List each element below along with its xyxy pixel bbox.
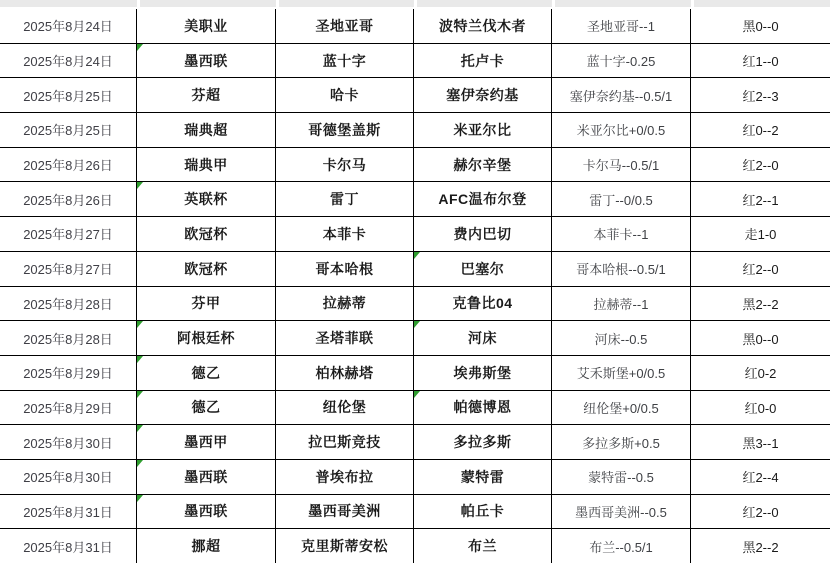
handicap-cell[interactable] xyxy=(552,182,691,216)
handicap-line: 蓝十字-0.25 xyxy=(586,54,656,70)
home-team-name: 卡尔马 xyxy=(322,156,367,173)
match-date: 2025年8月25日 xyxy=(23,88,113,104)
match-date: 2025年8月30日 xyxy=(23,435,113,451)
header-strip-cell xyxy=(276,0,414,7)
table-row xyxy=(0,321,830,356)
league-name: 阿根廷杯 xyxy=(177,330,235,347)
match-result: 黑3--1 xyxy=(742,435,779,451)
date-cell[interactable] xyxy=(0,113,137,147)
result-cell[interactable] xyxy=(691,460,830,494)
home-team-cell[interactable] xyxy=(276,356,414,390)
away-team-name: 波特兰伐木者 xyxy=(439,17,526,34)
home-team-cell[interactable] xyxy=(276,252,414,286)
home-team-cell[interactable] xyxy=(276,44,414,78)
match-date: 2025年8月24日 xyxy=(23,19,113,35)
match-date: 2025年8月30日 xyxy=(23,470,113,486)
result-cell[interactable] xyxy=(691,287,830,321)
green-corner-flag-icon xyxy=(137,182,143,189)
header-strip-cell xyxy=(137,0,276,7)
home-team-cell[interactable] xyxy=(276,391,414,425)
league-cell[interactable] xyxy=(137,425,276,459)
date-cell[interactable] xyxy=(0,9,137,43)
home-team-name: 普埃布拉 xyxy=(315,468,374,485)
result-cell[interactable] xyxy=(691,78,830,112)
result-cell[interactable] xyxy=(691,252,830,286)
match-result: 红2--0 xyxy=(742,262,779,278)
home-team-name: 哥本哈根 xyxy=(315,260,374,277)
date-cell[interactable] xyxy=(0,425,137,459)
handicap-line: 墨西哥美洲--0.5 xyxy=(575,504,667,520)
home-team-cell[interactable] xyxy=(276,425,414,459)
handicap-line: 本菲卡--1 xyxy=(593,227,649,243)
match-result: 红1--0 xyxy=(742,54,779,70)
handicap-cell[interactable] xyxy=(552,425,691,459)
handicap-cell[interactable] xyxy=(552,252,691,286)
matches-table xyxy=(0,9,830,563)
league-name: 瑞典超 xyxy=(184,121,228,138)
match-result: 红2--0 xyxy=(742,158,779,174)
match-result: 红2--0 xyxy=(742,504,779,520)
league-cell[interactable] xyxy=(137,495,276,529)
green-corner-flag-icon xyxy=(137,460,143,467)
home-team-cell[interactable] xyxy=(276,113,414,147)
away-team-cell[interactable] xyxy=(414,391,552,425)
league-cell[interactable] xyxy=(137,9,276,43)
handicap-cell[interactable] xyxy=(552,148,691,182)
match-date: 2025年8月25日 xyxy=(23,123,113,139)
league-name: 欧冠杯 xyxy=(184,225,228,242)
away-team-cell[interactable] xyxy=(414,529,552,563)
header-strip xyxy=(0,0,830,7)
league-name: 德乙 xyxy=(191,399,221,416)
match-date: 2025年8月28日 xyxy=(23,331,113,347)
match-result: 黑0--0 xyxy=(742,331,779,347)
away-team-cell[interactable] xyxy=(414,252,552,286)
result-cell[interactable] xyxy=(691,529,830,563)
handicap-line: 河床--0.5 xyxy=(594,331,648,347)
header-strip-cell xyxy=(414,0,552,7)
away-team-cell[interactable] xyxy=(414,182,552,216)
match-date: 2025年8月29日 xyxy=(23,400,113,416)
table-row xyxy=(0,148,830,183)
away-team-name: 米亚尔比 xyxy=(453,121,512,138)
green-corner-flag-icon xyxy=(137,391,143,398)
league-cell[interactable] xyxy=(137,44,276,78)
handicap-line: 雷丁--0/0.5 xyxy=(589,192,653,208)
date-cell[interactable] xyxy=(0,182,137,216)
league-name: 挪超 xyxy=(191,538,221,555)
match-date: 2025年8月27日 xyxy=(23,262,113,278)
handicap-line: 多拉多斯+0.5 xyxy=(582,435,660,451)
match-date: 2025年8月31日 xyxy=(23,539,113,555)
away-team-name: 费内巴切 xyxy=(453,225,512,242)
league-name: 英联杯 xyxy=(184,191,228,208)
result-cell[interactable] xyxy=(691,356,830,390)
home-team-name: 拉赫蒂 xyxy=(322,295,367,312)
league-name: 墨西联 xyxy=(184,52,228,69)
date-cell[interactable] xyxy=(0,217,137,251)
table-row xyxy=(0,113,830,148)
handicap-cell[interactable] xyxy=(552,113,691,147)
away-team-name: 帕德博恩 xyxy=(453,399,512,416)
away-team-name: 帕丘卡 xyxy=(460,503,505,520)
date-cell[interactable] xyxy=(0,78,137,112)
home-team-name: 圣地亚哥 xyxy=(315,17,374,34)
away-team-cell[interactable] xyxy=(414,78,552,112)
date-cell[interactable] xyxy=(0,44,137,78)
match-result: 黑2--2 xyxy=(742,296,779,312)
away-team-cell[interactable] xyxy=(414,321,552,355)
green-corner-flag-icon xyxy=(137,495,143,502)
handicap-line: 圣地亚哥--1 xyxy=(587,19,655,35)
away-team-name: 赫尔辛堡 xyxy=(453,156,512,173)
home-team-name: 墨西哥美洲 xyxy=(308,503,381,520)
handicap-cell[interactable] xyxy=(552,287,691,321)
date-cell[interactable] xyxy=(0,391,137,425)
away-team-cell[interactable] xyxy=(414,9,552,43)
table-row xyxy=(0,529,830,563)
date-cell[interactable] xyxy=(0,356,137,390)
match-date: 2025年8月26日 xyxy=(23,158,113,174)
league-cell[interactable] xyxy=(137,356,276,390)
away-team-name: 克鲁比04 xyxy=(452,295,513,312)
handicap-cell[interactable] xyxy=(552,321,691,355)
handicap-line: 艾禾斯堡+0/0.5 xyxy=(576,366,666,382)
result-cell[interactable] xyxy=(691,425,830,459)
match-result: 红0-0 xyxy=(744,400,777,416)
green-corner-flag-icon xyxy=(414,391,420,398)
match-result: 红2--3 xyxy=(742,88,779,104)
match-result: 走1-0 xyxy=(744,227,777,243)
league-cell[interactable] xyxy=(137,182,276,216)
table-row xyxy=(0,44,830,79)
away-team-cell[interactable] xyxy=(414,287,552,321)
league-cell[interactable] xyxy=(137,391,276,425)
handicap-cell[interactable] xyxy=(552,495,691,529)
header-strip-cell xyxy=(552,0,691,7)
green-corner-flag-icon xyxy=(137,321,143,328)
home-team-cell[interactable] xyxy=(276,460,414,494)
league-name: 美职业 xyxy=(184,17,228,34)
away-team-name: 蒙特雷 xyxy=(460,468,505,485)
home-team-name: 蓝十字 xyxy=(322,52,367,69)
handicap-line: 拉赫蒂--1 xyxy=(593,296,649,312)
away-team-cell[interactable] xyxy=(414,356,552,390)
league-name: 德乙 xyxy=(191,364,221,381)
header-strip-cell xyxy=(691,0,830,7)
home-team-name: 纽伦堡 xyxy=(322,399,367,416)
away-team-name: 河床 xyxy=(468,330,497,347)
result-cell[interactable] xyxy=(691,182,830,216)
away-team-cell[interactable] xyxy=(414,113,552,147)
away-team-cell[interactable] xyxy=(414,425,552,459)
table-row xyxy=(0,287,830,322)
league-cell[interactable] xyxy=(137,113,276,147)
home-team-name: 哈卡 xyxy=(330,87,359,104)
league-name: 欧冠杯 xyxy=(184,260,228,277)
home-team-cell[interactable] xyxy=(276,9,414,43)
handicap-cell[interactable] xyxy=(552,217,691,251)
handicap-line: 米亚尔比+0/0.5 xyxy=(576,123,666,139)
home-team-name: 柏林赫塔 xyxy=(315,364,374,381)
away-team-cell[interactable] xyxy=(414,44,552,78)
home-team-name: 克里斯蒂安松 xyxy=(301,538,388,555)
table-row xyxy=(0,356,830,391)
away-team-name: 塞伊奈约基 xyxy=(446,87,519,104)
home-team-cell[interactable] xyxy=(276,321,414,355)
home-team-cell[interactable] xyxy=(276,78,414,112)
away-team-name: 巴塞尔 xyxy=(460,260,505,277)
match-date: 2025年8月24日 xyxy=(23,54,113,70)
league-name: 墨西联 xyxy=(184,468,228,485)
date-cell[interactable] xyxy=(0,321,137,355)
result-cell[interactable] xyxy=(691,9,830,43)
match-result: 黑0--0 xyxy=(742,19,779,35)
green-corner-flag-icon xyxy=(137,425,143,432)
league-cell[interactable] xyxy=(137,78,276,112)
away-team-cell[interactable] xyxy=(414,460,552,494)
home-team-name: 本菲卡 xyxy=(322,225,367,242)
away-team-name: 多拉多斯 xyxy=(453,434,512,451)
league-cell[interactable] xyxy=(137,321,276,355)
home-team-cell[interactable] xyxy=(276,217,414,251)
away-team-cell[interactable] xyxy=(414,217,552,251)
date-cell[interactable] xyxy=(0,252,137,286)
green-corner-flag-icon xyxy=(414,321,420,328)
handicap-line: 哥本哈根--0.5/1 xyxy=(576,262,666,278)
result-cell[interactable] xyxy=(691,148,830,182)
match-result: 黑2--2 xyxy=(742,539,779,555)
league-cell[interactable] xyxy=(137,287,276,321)
match-date: 2025年8月29日 xyxy=(23,366,113,382)
home-team-cell[interactable] xyxy=(276,495,414,529)
date-cell[interactable] xyxy=(0,460,137,494)
away-team-cell[interactable] xyxy=(414,495,552,529)
handicap-cell[interactable] xyxy=(552,356,691,390)
match-result: 红0--2 xyxy=(742,123,779,139)
handicap-cell[interactable] xyxy=(552,529,691,563)
table-row xyxy=(0,425,830,460)
handicap-cell[interactable] xyxy=(552,391,691,425)
table-row xyxy=(0,182,830,217)
home-team-cell[interactable] xyxy=(276,287,414,321)
away-team-name: 埃弗斯堡 xyxy=(453,364,512,381)
match-date: 2025年8月28日 xyxy=(23,296,113,312)
date-cell[interactable] xyxy=(0,287,137,321)
handicap-cell[interactable] xyxy=(552,460,691,494)
handicap-line: 蒙特雷--0.5 xyxy=(588,470,654,486)
handicap-line: 纽伦堡+0/0.5 xyxy=(583,400,659,416)
away-team-name: AFC温布尔登 xyxy=(438,191,527,208)
result-cell[interactable] xyxy=(691,217,830,251)
home-team-name: 圣塔菲联 xyxy=(315,330,374,347)
handicap-cell[interactable] xyxy=(552,9,691,43)
result-cell[interactable] xyxy=(691,113,830,147)
home-team-name: 哥德堡盖斯 xyxy=(308,121,381,138)
table-row xyxy=(0,78,830,113)
result-cell[interactable] xyxy=(691,495,830,529)
handicap-line: 塞伊奈约基--0.5/1 xyxy=(569,88,673,104)
league-name: 瑞典甲 xyxy=(184,156,228,173)
date-cell[interactable] xyxy=(0,148,137,182)
table-row xyxy=(0,495,830,530)
result-cell[interactable] xyxy=(691,321,830,355)
away-team-name: 布兰 xyxy=(468,538,497,555)
date-cell[interactable] xyxy=(0,495,137,529)
league-name: 芬甲 xyxy=(191,295,221,312)
home-team-cell[interactable] xyxy=(276,182,414,216)
table-row xyxy=(0,460,830,495)
match-date: 2025年8月26日 xyxy=(23,192,113,208)
green-corner-flag-icon xyxy=(137,356,143,363)
table-row xyxy=(0,391,830,426)
table-row xyxy=(0,217,830,252)
league-name: 墨西联 xyxy=(184,503,228,520)
home-team-cell[interactable] xyxy=(276,529,414,563)
table-row xyxy=(0,9,830,44)
match-date: 2025年8月27日 xyxy=(23,227,113,243)
home-team-name: 雷丁 xyxy=(330,191,359,208)
league-cell[interactable] xyxy=(137,252,276,286)
handicap-line: 卡尔马--0.5/1 xyxy=(582,158,660,174)
away-team-cell[interactable] xyxy=(414,148,552,182)
handicap-cell[interactable] xyxy=(552,44,691,78)
date-cell[interactable] xyxy=(0,529,137,563)
home-team-cell[interactable] xyxy=(276,148,414,182)
away-team-name: 托卢卡 xyxy=(460,52,505,69)
result-cell[interactable] xyxy=(691,44,830,78)
league-cell[interactable] xyxy=(137,460,276,494)
table-row xyxy=(0,252,830,287)
match-result: 红0-2 xyxy=(744,366,777,382)
match-result: 红2--4 xyxy=(742,470,779,486)
green-corner-flag-icon xyxy=(137,44,143,51)
league-cell[interactable] xyxy=(137,529,276,563)
match-result: 红2--1 xyxy=(742,192,779,208)
handicap-line: 布兰--0.5/1 xyxy=(589,539,653,555)
league-cell[interactable] xyxy=(137,217,276,251)
result-cell[interactable] xyxy=(691,391,830,425)
header-strip-cell xyxy=(0,0,137,7)
green-corner-flag-icon xyxy=(414,252,420,259)
league-name: 芬超 xyxy=(191,87,221,104)
league-name: 墨西甲 xyxy=(184,434,228,451)
match-date: 2025年8月31日 xyxy=(23,504,113,520)
league-cell[interactable] xyxy=(137,148,276,182)
handicap-cell[interactable] xyxy=(552,78,691,112)
home-team-name: 拉巴斯竞技 xyxy=(308,434,381,451)
